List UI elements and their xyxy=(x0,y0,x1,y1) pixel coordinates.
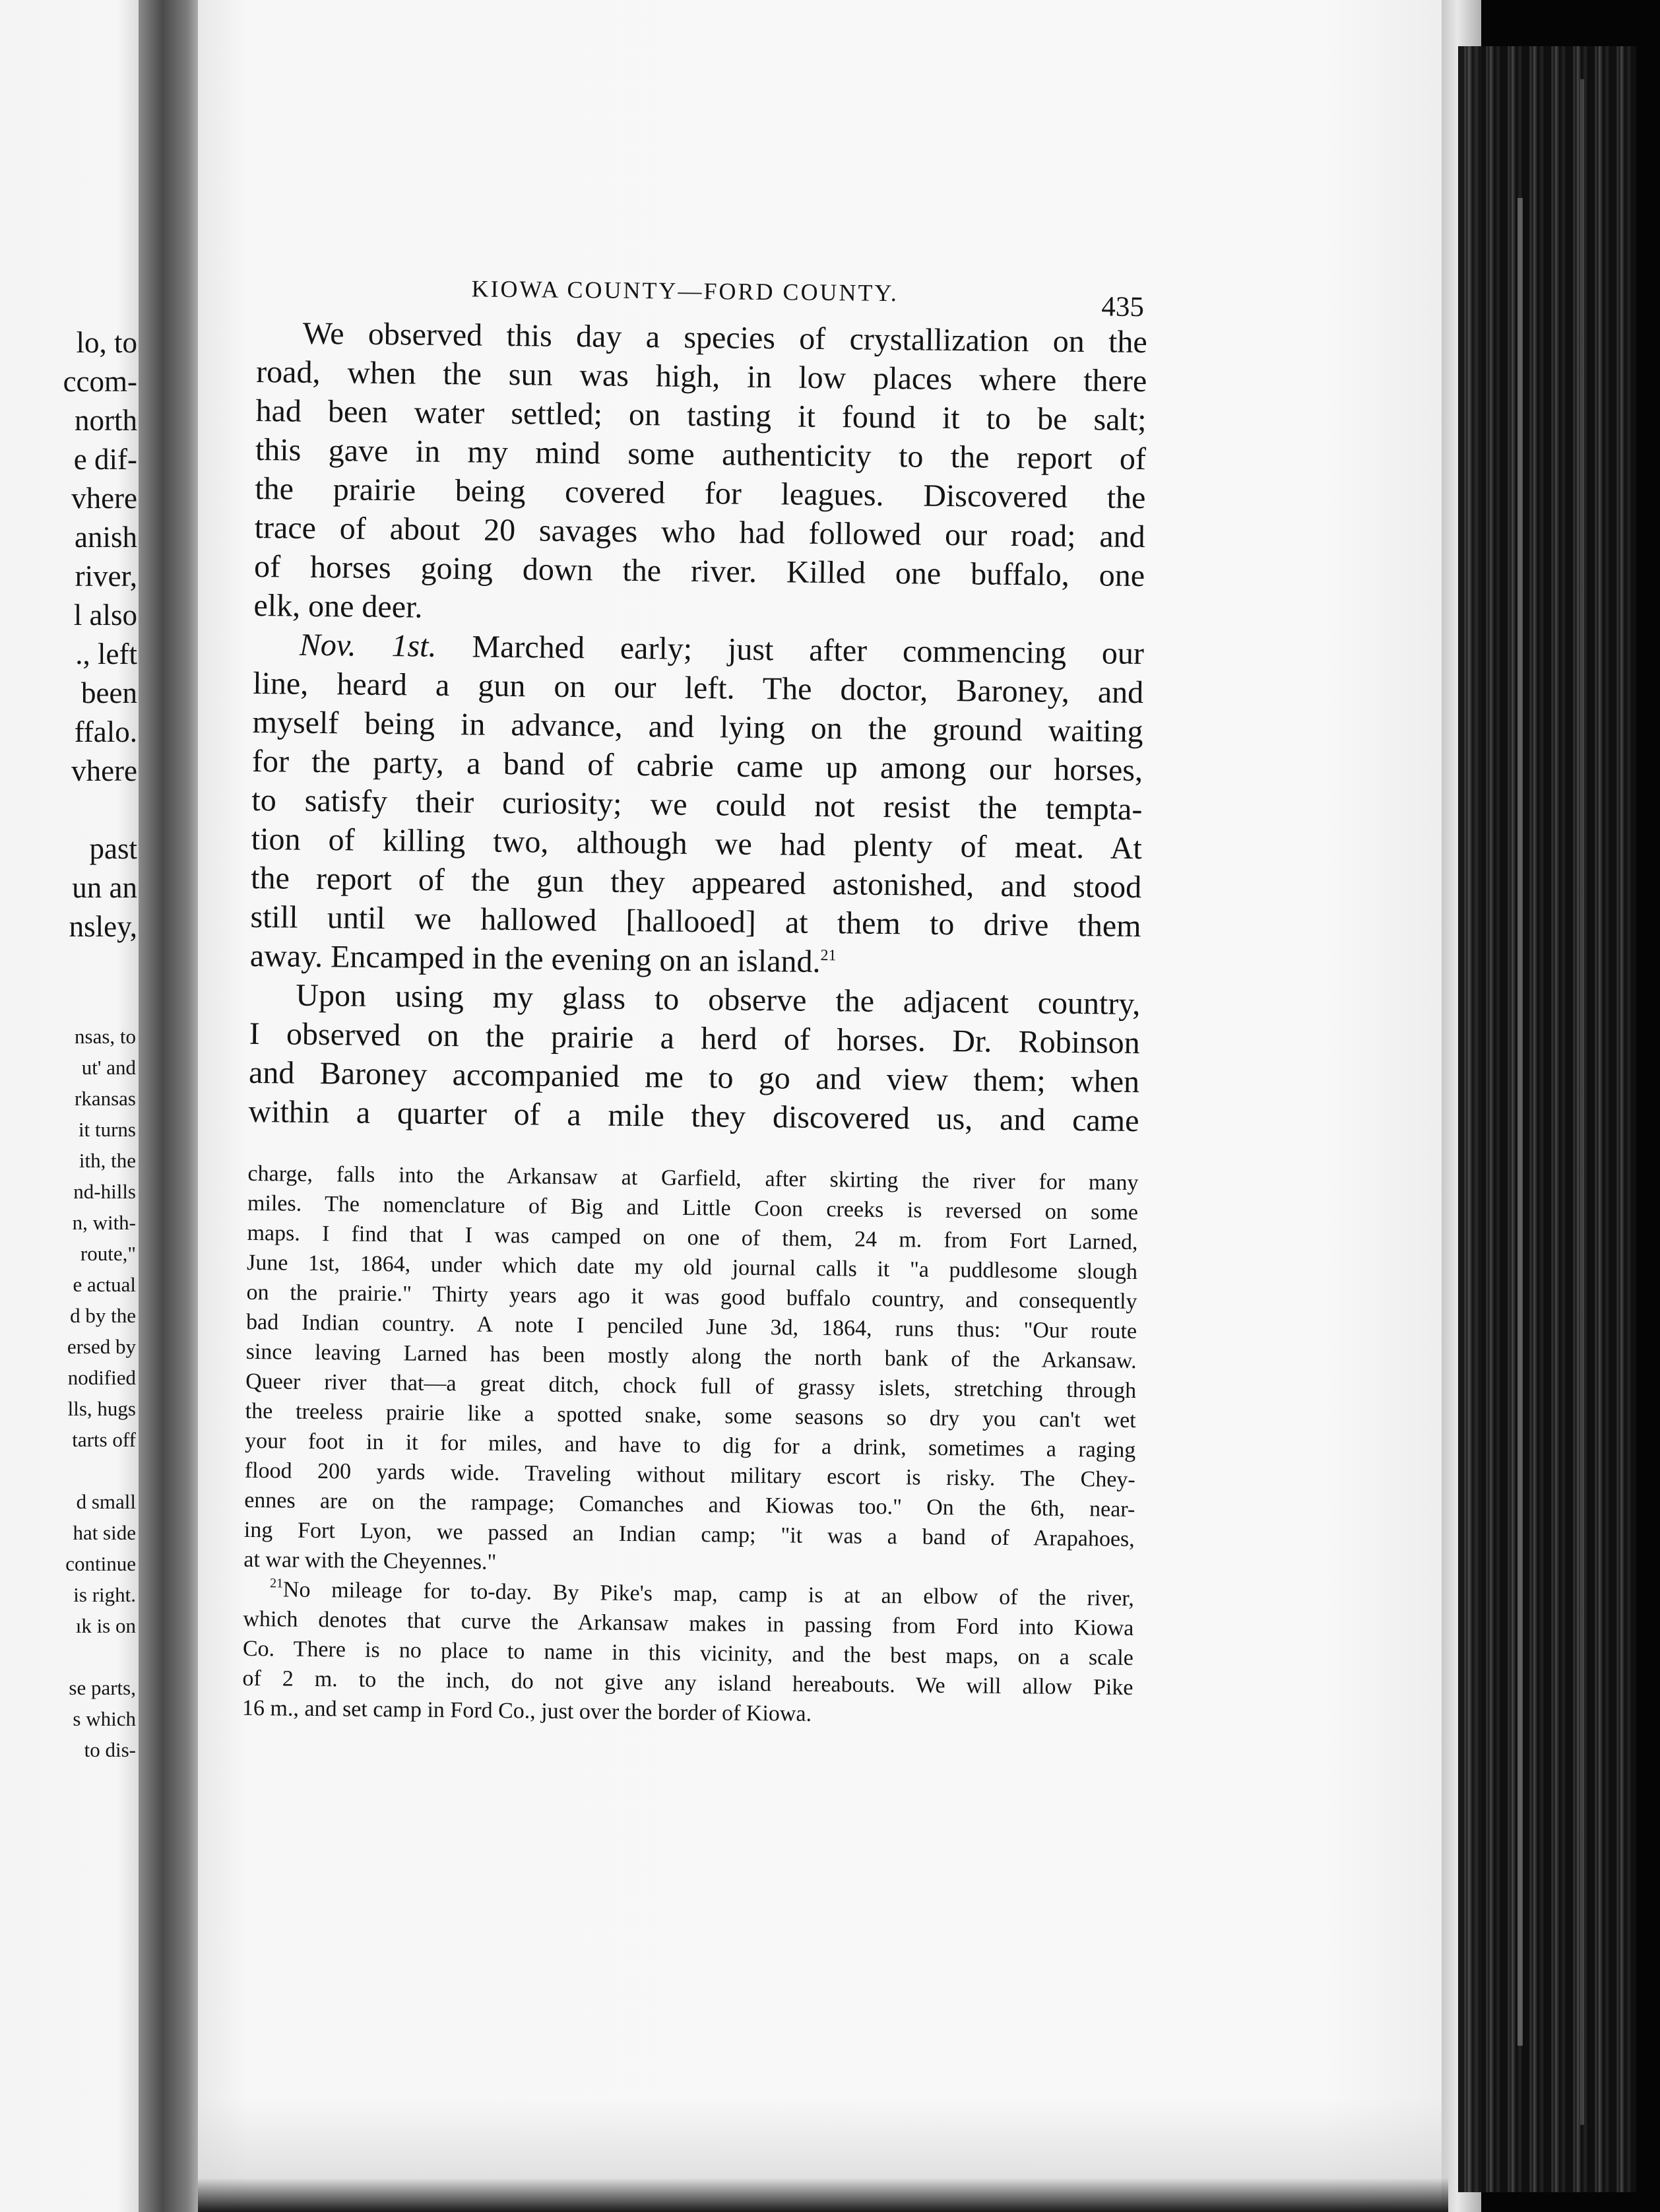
footnote-reference: 21 xyxy=(820,946,837,965)
text-line: of horses going down the river. Killed one buffalo, one xyxy=(253,548,1145,594)
book-spine xyxy=(1458,46,1636,2192)
journal-date: Nov. 1st. xyxy=(299,627,437,664)
footnote-line: your foot in it for miles, and have to dig for a drink, sometimes a raging xyxy=(245,1428,1136,1463)
previous-page-fragment xyxy=(0,0,146,2212)
footnote-marker: 21 xyxy=(269,1576,284,1591)
footnote-21 xyxy=(242,1575,1134,1732)
text-line: nsas, to xyxy=(75,1025,136,1048)
text-line: is right. xyxy=(73,1583,136,1606)
text-line: ccom- xyxy=(63,365,137,398)
text-line: lls, hugs xyxy=(67,1397,136,1420)
text-line: it turns xyxy=(79,1118,136,1141)
text-line: ut' and xyxy=(81,1056,136,1079)
text-line: We observed this day a species of crystallization on the xyxy=(302,315,1148,360)
text-line: north xyxy=(75,404,137,437)
footnote-line: maps. I find that I was camped on one of them, 24 m. from Fort Larned, xyxy=(247,1220,1138,1255)
footnote-line: charge, falls into the Arkansaw at Garfield, after skirting the river for many xyxy=(247,1161,1139,1196)
running-head-title: KIOWA COUNTY—FORD COUNTY. xyxy=(471,275,899,307)
text-line: lo, to xyxy=(76,326,137,359)
footnote-line: ennes are on the rampage; Comanches and Kiowas too." On the 6th, near- xyxy=(244,1487,1135,1522)
previous-page-body-text xyxy=(0,323,137,946)
text-line: tion of killing two, although we had plenty of meat. At xyxy=(251,821,1143,866)
footnotes xyxy=(242,1159,1139,1732)
text-line: e dif- xyxy=(73,443,137,476)
text-line: nodified xyxy=(67,1366,136,1389)
footnote-line: Queer river that—a great ditch, chock full of grassy islets, stretching through xyxy=(245,1369,1137,1404)
spine-highlight xyxy=(1517,198,1523,2046)
page-number: 435 xyxy=(1101,291,1145,323)
text-line: the prairie being covered for leagues. Discovered the xyxy=(255,471,1146,516)
text-line: e actual xyxy=(73,1273,136,1296)
footnote-line: bad Indian country. A note I penciled June 3d, 1864, runs thus: "Our route xyxy=(245,1309,1137,1344)
text-line: the report of the gun they appeared astonished, and stood xyxy=(250,860,1142,905)
text-line: l also xyxy=(73,599,137,632)
text-line: un an xyxy=(72,871,137,904)
line-gap xyxy=(0,1455,136,1486)
text-line: ffalo. xyxy=(74,715,137,748)
text-line: road, when the sun was high, in low places where there xyxy=(255,354,1147,399)
text-line: elk, one deer. xyxy=(253,587,423,625)
text-line: past xyxy=(89,832,137,865)
line-gap xyxy=(0,791,137,830)
text-line: still until we hallowed [hallooed] at them to drive them xyxy=(250,899,1141,944)
paragraph-glass xyxy=(248,975,1140,1140)
text-line: se parts, xyxy=(69,1676,136,1699)
paragraph-nov-1st xyxy=(250,625,1144,985)
text-line: nsley, xyxy=(69,910,137,943)
text-line: ersed by xyxy=(67,1335,136,1358)
text-fragment: away. Encamped in the evening on an island. xyxy=(249,938,821,979)
footnote-line: which denotes that curve the Arkansaw makes in passing from Ford into Kiowa xyxy=(243,1606,1134,1641)
text-line: ık is on xyxy=(75,1614,136,1637)
text-line: ., left xyxy=(75,637,137,670)
text-line: Upon using my glass to observe the adjacent country, xyxy=(296,977,1141,1022)
text-line: for the party, a band of cabrie came up among our horses, xyxy=(251,743,1143,789)
text-line: ith, the xyxy=(79,1149,136,1172)
text-line: vhere xyxy=(71,754,137,787)
text-fragment: Marched early; just after commencing our xyxy=(472,629,1145,672)
footnote-line: ing Fort Lyon, we passed an Indian camp; "it was a band of Arapahoes, xyxy=(243,1517,1135,1552)
text-line: d small xyxy=(76,1490,136,1513)
text-line: s which xyxy=(73,1707,136,1730)
footnote-line: since leaving Larned has been mostly along the north bank of the Arkansaw. xyxy=(245,1339,1137,1374)
footnote-line: Co. There is no place to name in this vicinity, and the best maps, on a scale xyxy=(242,1636,1134,1671)
page-text-block xyxy=(242,261,1148,1732)
text-line: been xyxy=(81,676,137,709)
text-line: hat side xyxy=(73,1521,136,1544)
text-line: nd-hills xyxy=(73,1180,136,1203)
footnote-line: flood 200 yards wide. Traveling without military escort is risky. The Chey- xyxy=(244,1458,1135,1493)
footnote-line: on the prairie." Thirty years ago it was good buffalo country, and consequently xyxy=(246,1280,1137,1315)
text-line: line, heard a gun on our left. The doctor, Baroney, and xyxy=(253,665,1144,711)
footnote-line: at war with the Cheyennes." xyxy=(243,1547,497,1575)
text-line: within a quarter of a mile they discovered us, and came xyxy=(248,1093,1139,1139)
text-fragment: No mileage for to-day. By Pike's map, camp is at an elbow of the river, xyxy=(282,1577,1135,1611)
footnote-line: miles. The nomenclature of Big and Little Coon creeks is reversed on some xyxy=(247,1190,1139,1225)
text-line: river, xyxy=(75,560,137,593)
footnote-line: the treeless prairie like a spotted snake, some seasons so dry you can't wet xyxy=(245,1398,1136,1433)
text-line: n, with- xyxy=(72,1211,136,1234)
footnote-20-continued xyxy=(243,1159,1139,1584)
text-line: this gave in my mind some authenticity to the report of xyxy=(255,432,1147,477)
text-line: anish xyxy=(75,521,137,554)
footnote-line: 16 m., and set camp in Ford Co., just over the border of Kiowa. xyxy=(241,1695,812,1726)
text-line: to satisfy their curiosity; we could not resist the tempta- xyxy=(251,782,1143,828)
spine-highlight xyxy=(1580,79,1584,2125)
running-head xyxy=(257,261,1148,323)
text-line: d by the xyxy=(70,1304,136,1327)
text-line: continue xyxy=(65,1552,136,1575)
text-line: and Baroney accompanied me to go and view them; when xyxy=(248,1055,1140,1100)
text-line: vhere xyxy=(71,482,137,515)
text-line: route," xyxy=(80,1242,136,1265)
page-bottom-shadow xyxy=(198,2098,1448,2212)
text-line: to dis- xyxy=(84,1738,136,1761)
footnote-line: June 1st, 1864, under which date my old journal calls it "a puddlesome slough xyxy=(246,1250,1138,1285)
paragraph-crystallization xyxy=(253,313,1147,634)
previous-page-footnotes xyxy=(0,1021,136,1765)
text-line: tarts off xyxy=(72,1428,136,1451)
text-line: I observed on the prairie a herd of horses. Dr. Robinson xyxy=(249,1016,1140,1061)
text-line: rkansas xyxy=(75,1087,136,1110)
text-line: myself being in advance, and lying on the ground waiting xyxy=(252,704,1143,750)
text-line: had been water settled; on tasting it found it to be salt; xyxy=(255,393,1147,438)
footnote-line: of 2 m. to the inch, do not give any island hereabouts. We will allow Pike xyxy=(242,1666,1133,1701)
line-gap xyxy=(0,1641,136,1672)
text-line: trace of about 20 savages who had followed our road; and xyxy=(254,509,1145,555)
